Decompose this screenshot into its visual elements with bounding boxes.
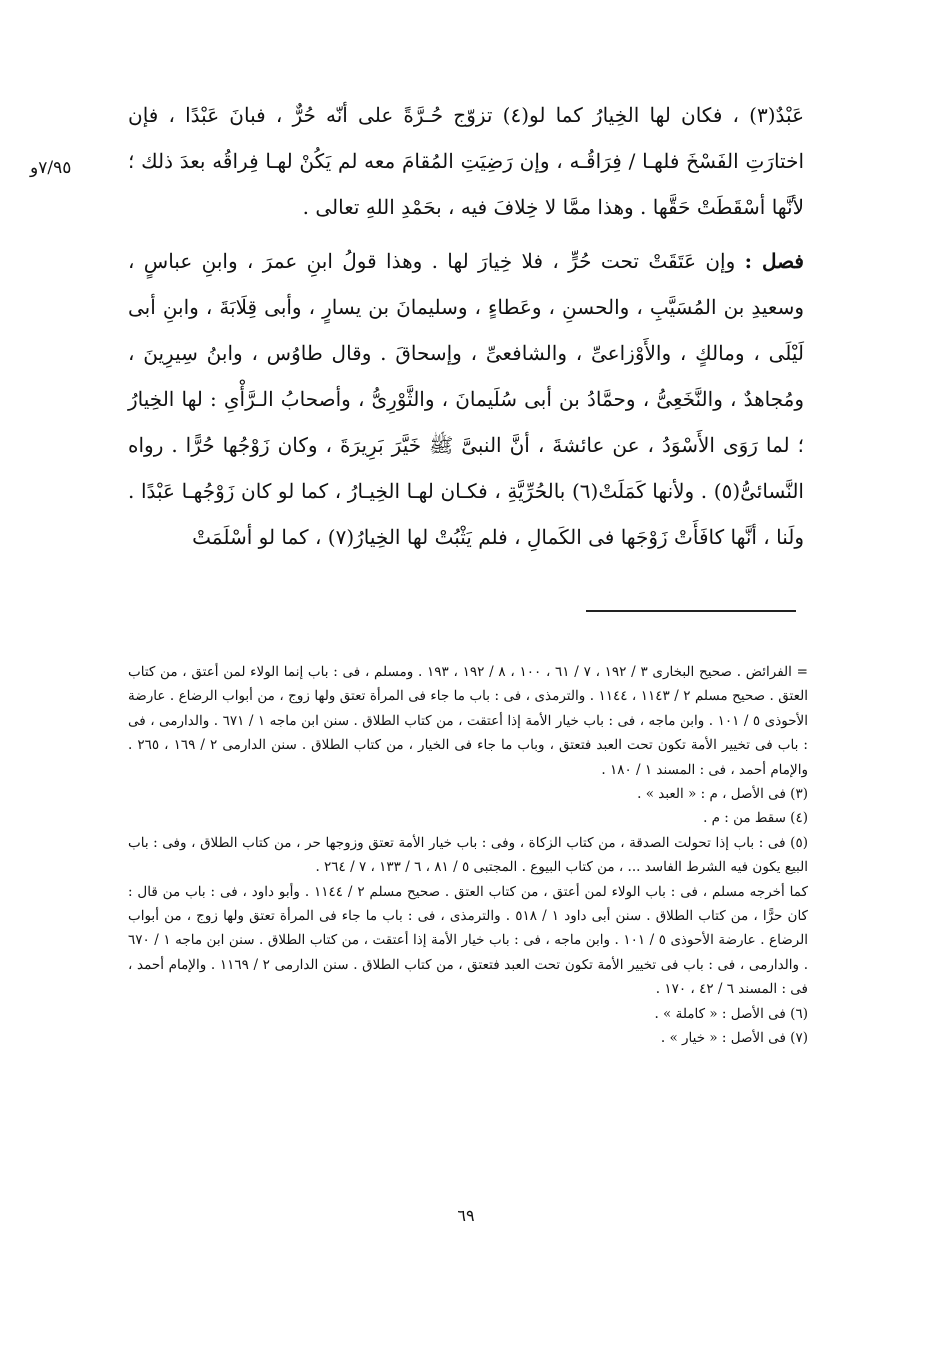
footnote-6: (٦) فى الأصل : « كاملة » . xyxy=(654,1005,808,1022)
footnotes-section xyxy=(128,660,808,1051)
footnote-continuation: = الفرائض . صحيح البخارى ٣ / ١٩٢ ، ٧ / ٦١ ، ١٠٠ ، ٨ / ١٩٢ ، ١٩٣ . ومسلم ، فى : باب إنما الولاء لمن أعتق ، من كتاب العتق . صحيح مسلم ٢ / ١١٤٣ ، ١١٤٤ . والترمذى ، فى : باب ما جاء فى المرأة تعتق ولها زوج ، من أبواب الرضاع . عارضة الأحوذى ٥ / ١٠١ . وابن ماجه ، فى : باب خيار الأمة إذا أعتقت ، من كتاب الطلاق . سنن ابن ماجه ١ / ٦٧١ . والدارمى ، فى : باب فى تخيير الأمة تكون تحت العبد فتعتق ، وباب ما جاء فى الخيار ، من كتاب الطلاق . سنن الدارمى ٢ / ١٦٩ ، ٢٦٥ . والإمام أحمد ، فى : المسند ١ / ١٨٠ . xyxy=(128,664,809,778)
fasl-heading: فصل : xyxy=(744,249,804,273)
footnote-7: (٧) فى الأصل : « خيار » . xyxy=(660,1030,808,1047)
fasl-paragraph-text: وإن عَتَقَتْ تحت حُرٍّ ، فلا خِيارَ لها . وهذا قولُ ابنِ عمرَ ، وابنِ عباسٍ ، وسعيدِ بن المُسَيَّبِ ، والحسنِ ، وعَطاءٍ ، وسليمانَ بن يسارٍ ، وأبى قِلَابَةَ ، وابنِ أبى لَيْلَى ، ومالكٍ ، والأَوْزاعىِّ ، والشافعىِّ ، وإسحاقَ . وقال طاوُس ، وابنُ سِيرِينَ ، ومُجاهدٌ ، والنَّخَعِىُّ ، وحمَّادُ بن أبى سُلَيمانَ ، والثَّوْرِىُّ ، وأصحابُ الـرَّأْىِ : لها الخِيارُ ؛ لما رَوَى الأَسْوَدُ ، عن عائشةَ ، أنَّ النبىَّ ﷺ خَيَّرَ بَرِيرَةَ ، وكان زَوْجُها حُرًّا . رواه النَّسائىُّ(٥) . ولأنها كَمَلَتْ(٦) بالحُرِّيَّةِ ، فكـان لهـا الخِيـارُ ، كما لو كان زَوْجُهـا عَبْدًا . ولَنا ، أنَّها كافَأَتْ زَوْجَها فى الكَمالِ ، فلم يَثْبُتْ لها الخِيارُ(٧) ، كما لو أسْلَمَتْ xyxy=(128,249,804,549)
manuscript-folio-reference: ٧/٩٥و xyxy=(30,158,72,178)
main-paragraph: عَبْدٌ(٣) ، فكان لها الخِيارُ كما لو(٤) تزوّج حُـرَّةً على أنّه حُرٌّ ، فبانَ عَبْدًا ، فإن اختارَتِ الفَسْخَ فلهـا / فِرَاقُـه ، وإن رَضِيَتِ المُقامَ معه لم يَكُنْ لهـا فِراقُه بعدَ ذلك ؛ لأنَّها أسْقَطَتْ حَقَّها . وهذا ممَّا لا خِلافَ فيه ، بحَمْدِ اللهِ تعالى . xyxy=(128,103,805,219)
page-number: ٦٩ xyxy=(457,1206,475,1225)
footnote-4: (٤) سقط من : م . xyxy=(703,810,808,827)
footnote-separator xyxy=(586,610,796,612)
footnote-5: (٥) فى : باب إذا تحولت الصدقة ، من كتاب الزكاة ، وفى : باب خيار الأمة تعتق وزوجها حر ، من كتاب الطلاق ، وفى : باب البيع يكون فيه الشرط الفاسد ... ، من كتاب البيوع . المجتبى ٥ / ٨١ ، ٦ / ١٣٣ ، ٧ / ٢٦٤ . xyxy=(128,834,808,876)
main-text-body xyxy=(128,92,804,560)
footnote-5-continuation: كما أخرجه مسلم ، فى : باب الولاء لمن أعتق ، من كتاب العتق . صحيح مسلم ٢ / ١١٤٤ . وأبو داود ، فى : باب من قال : كان حرًّا ، من كتاب الطلاق . سنن أبى داود ١ / ٥١٨ . والترمذى ، فى : باب ما جاء فى المرأة تعتق ولها زوج ، من أبواب الرضاع . عارضة الأحوذى ٥ / ١٠١ . وابن ماجه ، فى : باب خيار الأمة إذا أعتقت ، من كتاب الطلاق . سنن ابن ماجه ١ / ٦٧٠ . والدارمى ، فى : باب فى تخيير الأمة تكون تحت العبد فتعتق ، من كتاب الطلاق . سنن الدارمى ٢ / ١١٦٩ . والإمام أحمد ، فى : المسند ٦ / ٤٢ ، ١٧٠ . xyxy=(128,883,808,998)
footnote-3: (٣) فى الأصل ، م : « العبد » . xyxy=(637,786,808,803)
fasl-paragraph xyxy=(128,238,804,560)
